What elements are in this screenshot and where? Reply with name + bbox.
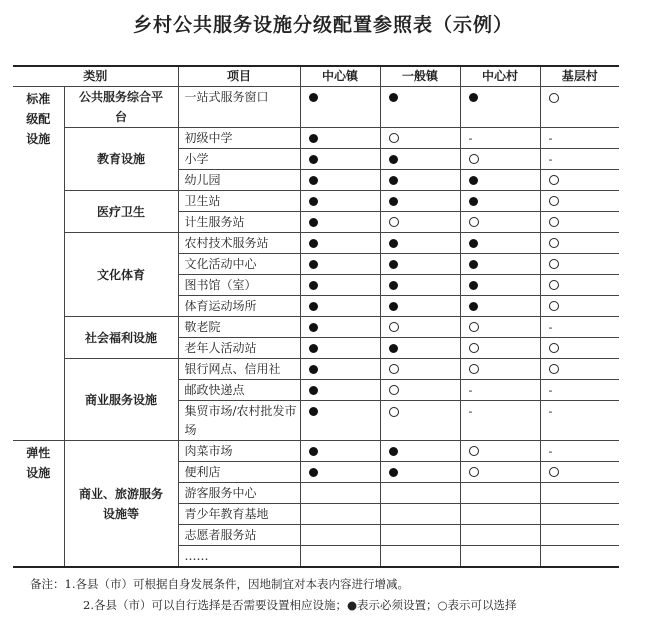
level-1-cell [300,441,380,462]
required-mark [309,176,318,185]
level-4-cell [540,525,619,546]
level-3-cell [460,441,540,462]
item-name: 老年人活动站 [178,338,300,359]
level-3-cell [460,380,540,401]
required-mark [389,197,398,206]
optional-mark [549,175,559,185]
note-2: 2.各县（市）可以自行选择是否需要设置相应设施；●表示必须设置；○表示可以选择 [83,598,517,612]
optional-mark [549,238,559,248]
required-mark [469,281,478,290]
level-4-cell [540,275,619,296]
level-1-cell [300,275,380,296]
item-name: 志愿者服务站 [178,525,300,546]
level-3-cell [460,462,540,483]
required-mark [389,155,398,164]
level-3-cell [460,275,540,296]
level-4-cell [540,359,619,380]
item-name: 敬老院 [178,317,300,338]
required-mark [389,93,398,102]
level-1-cell [300,170,380,191]
level-4-cell [540,149,619,170]
level-3-cell [460,149,540,170]
level-2-cell [380,128,460,149]
optional-mark [549,301,559,311]
optional-mark [389,322,399,332]
page-title: 乡村公共服务设施分级配置参照表（示例） [132,14,513,36]
level-1-cell [300,296,380,317]
optional-mark [469,364,479,374]
level-4-cell [540,546,619,568]
required-mark [389,239,398,248]
level-1-cell [300,317,380,338]
required-mark [469,239,478,248]
item-name: 邮政快递点 [178,380,300,401]
level-1-cell [300,149,380,170]
level-1-cell [300,380,380,401]
subcategory-label: 社会福利设施 [64,317,178,359]
level-2-cell [380,401,460,441]
item-name: 银行网点、信用社 [178,359,300,380]
category-group-label: 标准级配设施 [13,87,64,441]
table-row [13,233,619,254]
required-mark [389,302,398,311]
level-1-cell [300,128,380,149]
optional-mark [469,343,479,353]
note-1: 备注：1.各县（市）可根据自身发展条件，因地制宜对本表内容进行增减。 [30,577,409,591]
level-3-cell [460,233,540,254]
not-applicable-mark: - [468,131,473,145]
required-mark [309,365,318,374]
level-3-cell [460,401,540,441]
level-2-cell [380,87,460,128]
category-group-label: 弹性设施 [13,441,64,568]
item-name: 体育运动场所 [178,296,300,317]
level-3-cell [460,338,540,359]
facility-table [13,65,619,568]
header-level-1: 中心镇 [300,66,380,87]
required-mark [309,344,318,353]
header-level-4: 基层村 [540,66,619,87]
required-mark [469,176,478,185]
required-mark [309,218,318,227]
level-1-cell [300,462,380,483]
required-mark [309,302,318,311]
item-name: 游客服务中心 [178,483,300,504]
optional-mark [469,217,479,227]
not-applicable-mark: - [548,444,553,458]
optional-mark [549,343,559,353]
level-3-cell [460,504,540,525]
optional-mark [549,364,559,374]
subcategory-label: 商业服务设施 [64,359,178,441]
item-name: 卫生站 [178,191,300,212]
optional-mark [389,364,399,374]
required-mark [389,344,398,353]
required-mark [469,302,478,311]
level-2-cell [380,191,460,212]
optional-mark [469,154,479,164]
item-name: 文化活动中心 [178,254,300,275]
header-row [13,66,619,87]
required-mark [389,447,398,456]
optional-mark [389,385,399,395]
level-1-cell [300,338,380,359]
level-1-cell [300,212,380,233]
required-mark [309,93,318,102]
level-2-cell [380,483,460,504]
optional-mark [549,467,559,477]
optional-mark [549,259,559,269]
level-2-cell [380,338,460,359]
table-row [13,128,619,149]
item-name: 幼儿园 [178,170,300,191]
level-4-cell [540,338,619,359]
level-1-cell [300,191,380,212]
header-item: 项目 [178,66,300,87]
item-name: 农村技术服务站 [178,233,300,254]
required-mark [389,176,398,185]
level-4-cell [540,128,619,149]
level-2-cell [380,380,460,401]
table-row [13,87,619,128]
level-3-cell [460,170,540,191]
level-3-cell [460,546,540,568]
level-4-cell [540,317,619,338]
optional-mark [469,322,479,332]
optional-mark [549,217,559,227]
item-name: 小学 [178,149,300,170]
item-name: 图书馆（室） [178,275,300,296]
table-row [13,359,619,380]
level-3-cell [460,212,540,233]
subcategory-label: 商业、旅游服务设施等 [64,441,178,568]
required-mark [309,386,318,395]
level-2-cell [380,212,460,233]
item-name: …… [178,546,300,568]
item-name: 初级中学 [178,128,300,149]
level-4-cell [540,483,619,504]
not-applicable-mark: - [548,405,553,418]
level-1-cell [300,254,380,275]
optional-mark [469,446,479,456]
level-2-cell [380,546,460,568]
level-3-cell [460,483,540,504]
required-mark [309,197,318,206]
level-2-cell [380,504,460,525]
not-applicable-mark: - [548,131,553,145]
level-1-cell [300,525,380,546]
level-3-cell [460,87,540,128]
required-mark [309,407,318,416]
level-2-cell [380,275,460,296]
level-3-cell [460,128,540,149]
level-4-cell [540,380,619,401]
level-3-cell [460,296,540,317]
optional-mark [389,133,399,143]
level-2-cell [380,317,460,338]
level-2-cell [380,296,460,317]
level-4-cell [540,87,619,128]
required-mark [309,239,318,248]
required-mark [309,323,318,332]
item-name: 肉菜市场 [178,441,300,462]
optional-mark [549,196,559,206]
required-mark [309,447,318,456]
required-mark [309,134,318,143]
level-3-cell [460,191,540,212]
optional-mark [469,467,479,477]
not-applicable-mark: - [548,383,553,397]
level-4-cell [540,504,619,525]
level-2-cell [380,441,460,462]
level-1-cell [300,87,380,128]
required-mark [309,260,318,269]
level-4-cell [540,462,619,483]
level-3-cell [460,359,540,380]
level-2-cell [380,233,460,254]
table-body [13,87,619,568]
not-applicable-mark: - [548,152,553,166]
item-name: 青少年教育基地 [178,504,300,525]
subcategory-label: 公共服务综合平台 [64,87,178,128]
required-mark [469,197,478,206]
level-1-cell [300,401,380,441]
required-mark [309,155,318,164]
level-1-cell [300,483,380,504]
level-4-cell [540,401,619,441]
optional-mark [389,217,399,227]
header-level-3: 中心村 [460,66,540,87]
level-1-cell [300,359,380,380]
level-2-cell [380,254,460,275]
subcategory-label: 教育设施 [64,128,178,191]
table-row [13,191,619,212]
item-name: 便利店 [178,462,300,483]
not-applicable-mark: - [468,405,473,418]
level-1-cell [300,504,380,525]
not-applicable-mark: - [548,320,553,334]
not-applicable-mark: - [468,383,473,397]
level-1-cell [300,233,380,254]
optional-mark [549,93,559,103]
level-4-cell [540,296,619,317]
required-mark [309,281,318,290]
level-4-cell [540,212,619,233]
level-2-cell [380,149,460,170]
required-mark [389,468,398,477]
optional-mark [549,280,559,290]
level-2-cell [380,170,460,191]
level-2-cell [380,359,460,380]
level-3-cell [460,317,540,338]
level-2-cell [380,462,460,483]
table-row [13,441,619,462]
notes [30,574,517,616]
level-4-cell [540,233,619,254]
header-category: 类别 [13,66,178,87]
subcategory-label: 医疗卫生 [64,191,178,233]
item-name: 集贸市场/农村批发市场 [178,401,300,441]
level-4-cell [540,254,619,275]
header-level-2: 一般镇 [380,66,460,87]
required-mark [309,468,318,477]
item-name: 一站式服务窗口 [178,87,300,128]
level-4-cell [540,441,619,462]
required-mark [389,260,398,269]
required-mark [469,93,478,102]
level-1-cell [300,546,380,568]
level-3-cell [460,254,540,275]
level-4-cell [540,170,619,191]
item-name: 计生服务站 [178,212,300,233]
level-4-cell [540,191,619,212]
optional-mark [389,407,399,417]
level-3-cell [460,525,540,546]
required-mark [469,260,478,269]
level-2-cell [380,525,460,546]
table-row [13,317,619,338]
subcategory-label: 文化体育 [64,233,178,317]
required-mark [389,281,398,290]
